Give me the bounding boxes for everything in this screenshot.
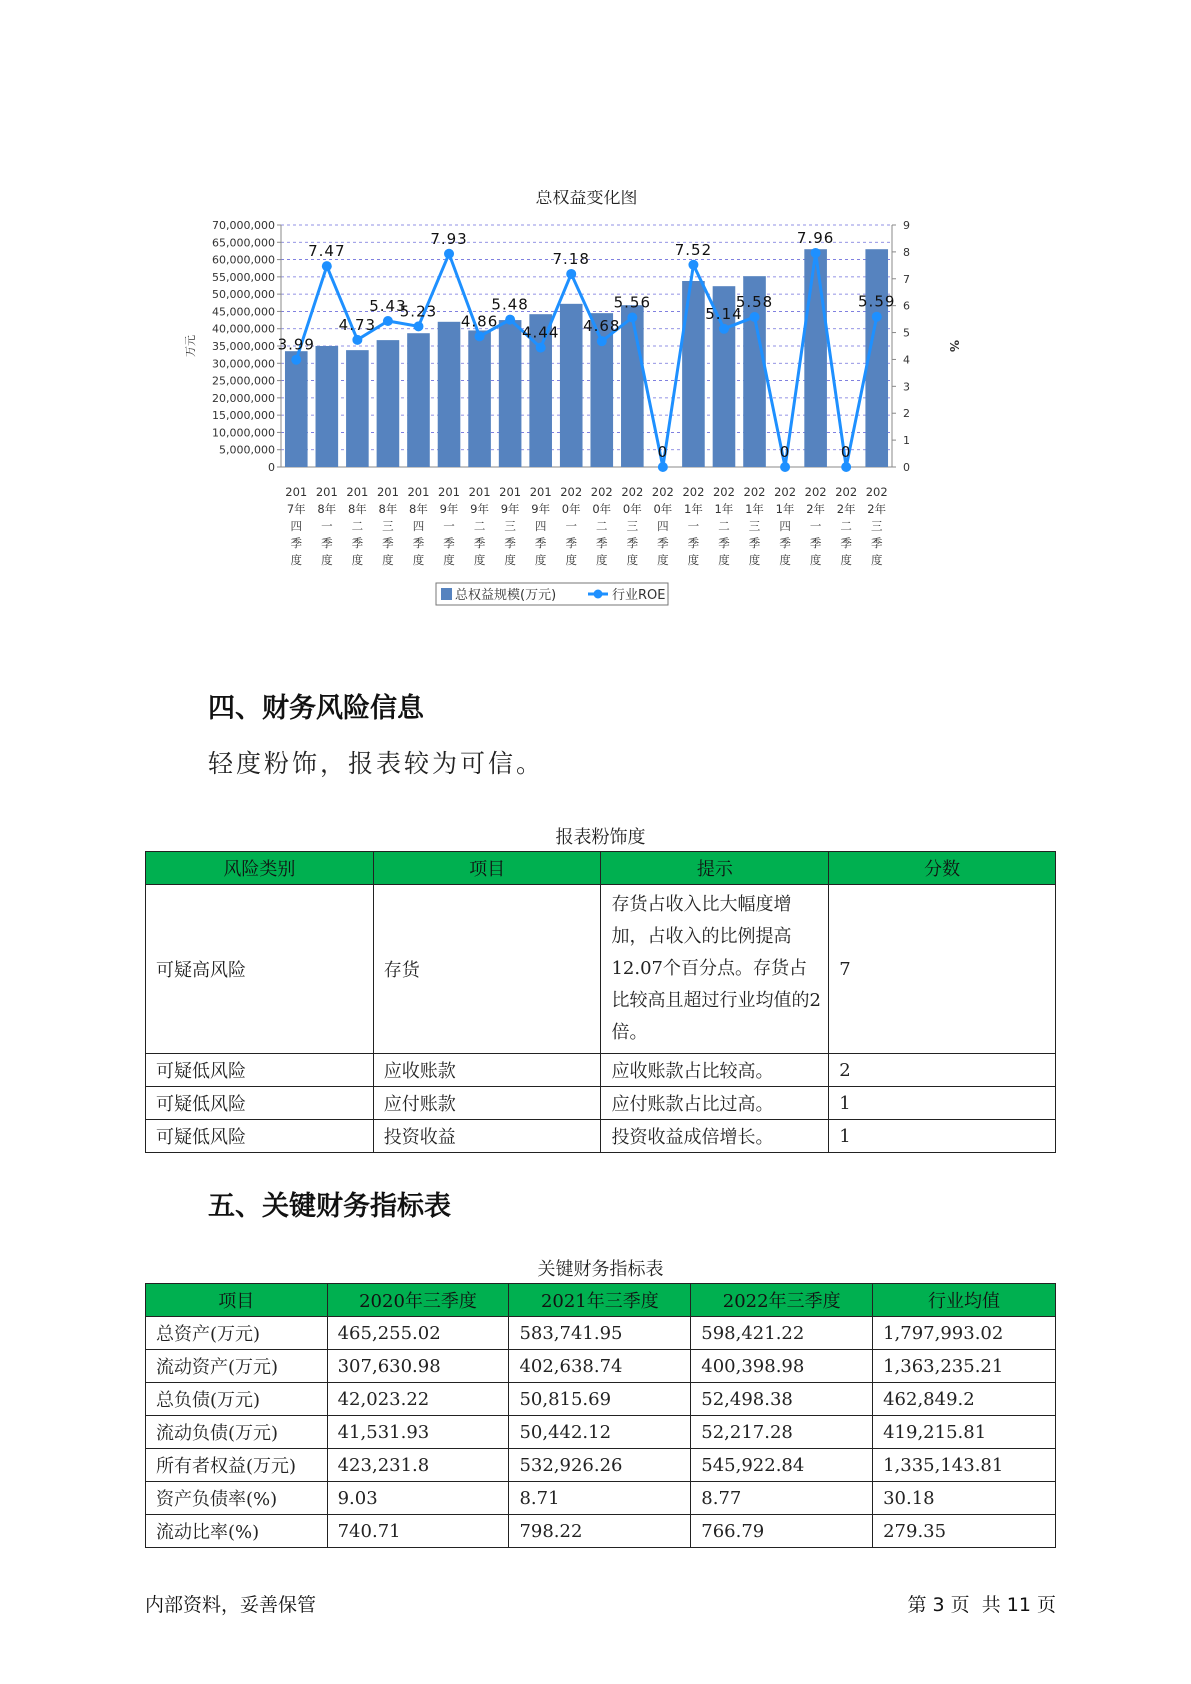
kpi-header-2022q3: 2022年三季度 <box>691 1284 873 1317</box>
bar <box>468 330 491 467</box>
x-tick-label: 一 <box>321 519 333 533</box>
x-tick-label: 201 <box>529 485 552 499</box>
x-tick-label: 2年 <box>806 502 826 516</box>
kpi-value: 8.77 <box>691 1482 873 1515</box>
x-tick-label: 202 <box>590 485 613 499</box>
x-tick-label: 度 <box>473 553 486 567</box>
x-tick-label: 201 <box>499 485 522 499</box>
x-tick-label: 四 <box>290 519 303 533</box>
roe-point <box>444 249 454 259</box>
kpi-value: 1,363,235.21 <box>873 1350 1056 1383</box>
kpi-header-item: 项目 <box>146 1284 328 1317</box>
kpi-value: 423,231.8 <box>327 1449 509 1482</box>
x-tick-label: 季 <box>504 536 516 550</box>
footer-confidential: 内部资料，妥善保管 <box>145 1594 317 1616</box>
x-tick-label: 9年 <box>531 502 551 516</box>
x-tick-label: 度 <box>809 553 822 567</box>
kpi-header-2021q3: 2021年三季度 <box>509 1284 691 1317</box>
x-tick-label: 202 <box>651 485 674 499</box>
roe-data-label: 5.58 <box>735 292 774 311</box>
section4-summary: 轻度粉饰，报表较为可信。 <box>208 749 545 778</box>
chart-title: 总权益变化图 <box>535 190 638 208</box>
x-tick-label: 1年 <box>775 502 795 516</box>
x-tick-label: 2年 <box>867 502 887 516</box>
x-tick-label: 季 <box>687 536 700 550</box>
y-tick-label: 60,000,000 <box>212 253 275 267</box>
y-tick-label: 65,000,000 <box>212 236 275 250</box>
risk-score: 1 <box>829 1087 1056 1120</box>
x-tick-label: 二 <box>718 519 730 533</box>
x-tick-label: 7年 <box>286 502 306 516</box>
roe-data-label: 4.68 <box>583 317 621 336</box>
x-tick-label: 度 <box>748 553 761 567</box>
x-tick-label: 1年 <box>714 502 734 516</box>
x-tick-label: 四 <box>657 519 669 533</box>
roe-data-label: 5.43 <box>369 296 407 315</box>
x-tick-label: 季 <box>321 536 333 550</box>
table-row <box>146 1449 1056 1482</box>
y-tick-label: 10,000,000 <box>212 426 275 440</box>
section4-title: 四、财务风险信息 <box>208 693 424 724</box>
x-tick-label: 度 <box>412 553 425 567</box>
x-tick-label: 季 <box>351 536 364 550</box>
x-tick-label: 9年 <box>439 502 459 516</box>
roe-data-label: 0 <box>657 443 669 461</box>
x-tick-label: 度 <box>840 553 852 567</box>
x-tick-label: 一 <box>809 519 822 533</box>
x-tick-label: 二 <box>840 519 852 533</box>
risk-header-item: 项目 <box>373 852 601 885</box>
roe-data-label: 5.23 <box>399 302 438 321</box>
kpi-value: 307,630.98 <box>327 1350 509 1383</box>
table-row <box>146 1120 1056 1153</box>
roe-data-label: 5.14 <box>705 304 743 323</box>
roe-point <box>688 260 698 270</box>
kpi-value: 419,215.81 <box>873 1416 1056 1449</box>
risk-category: 可疑低风险 <box>146 1054 374 1087</box>
kpi-value: 52,217.28 <box>691 1416 873 1449</box>
risk-table-header-row <box>146 852 1056 885</box>
y2-tick-label: 5 <box>903 326 910 340</box>
roe-point <box>322 261 332 271</box>
x-tick-label: 度 <box>290 553 303 567</box>
roe-data-label: 7.96 <box>796 228 835 247</box>
x-tick-label: 0年 <box>622 502 642 516</box>
y-tick-label: 40,000,000 <box>212 322 275 336</box>
x-tick-label: 四 <box>779 519 791 533</box>
table-row <box>146 1482 1056 1515</box>
bar <box>346 350 369 467</box>
x-tick-label: 度 <box>718 553 730 567</box>
kpi-value: 400,398.98 <box>691 1350 873 1383</box>
legend-line-label: 行业ROE <box>612 588 666 603</box>
x-tick-label: 度 <box>779 553 791 567</box>
x-tick-label: 三 <box>870 519 883 533</box>
y-tick-label: 35,000,000 <box>212 340 275 353</box>
x-tick-label: 度 <box>443 553 455 567</box>
x-tick-label: 度 <box>504 553 516 567</box>
kpi-value: 42,023.22 <box>327 1383 509 1416</box>
roe-point <box>291 355 301 365</box>
roe-data-label: 0 <box>840 443 852 461</box>
x-tick-label: 度 <box>382 553 394 567</box>
kpi-item: 所有者权益(万元) <box>146 1449 328 1482</box>
x-tick-label: 季 <box>443 536 455 550</box>
x-tick-label: 202 <box>835 485 858 499</box>
kpi-value: 8.71 <box>509 1482 691 1515</box>
bar <box>804 249 827 467</box>
kpi-value: 545,922.84 <box>691 1449 873 1482</box>
x-tick-label: 202 <box>865 485 888 499</box>
kpi-value: 9.03 <box>327 1482 509 1515</box>
y-tick-label: 15,000,000 <box>212 409 275 423</box>
risk-category: 可疑低风险 <box>146 1120 374 1153</box>
kpi-value: 1,335,143.81 <box>873 1449 1056 1482</box>
legend-line-marker <box>594 590 603 599</box>
bar <box>438 322 461 467</box>
x-tick-label: 202 <box>560 485 583 499</box>
y2-tick-label: 6 <box>903 299 910 313</box>
y2-tick-label: 2 <box>903 407 910 421</box>
y-tick-label: 5,000,000 <box>219 443 275 457</box>
y-tick-label: 55,000,000 <box>212 270 275 284</box>
x-tick-label: 三 <box>382 519 394 533</box>
x-tick-label: 三 <box>504 519 516 533</box>
table-row <box>146 1054 1056 1087</box>
y-tick-label: 25,000,000 <box>212 374 275 388</box>
roe-point <box>597 336 607 346</box>
legend-bar-swatch <box>441 588 452 600</box>
roe-data-label: 0 <box>779 443 791 461</box>
y-axis-label: 万元 <box>184 335 197 357</box>
roe-point <box>872 312 882 322</box>
footer-page-number: 第 3 页 共 11 页 <box>907 1594 1056 1616</box>
x-tick-label: 202 <box>804 485 827 499</box>
risk-item: 应收账款 <box>373 1054 601 1087</box>
roe-data-label: 3.99 <box>277 335 315 354</box>
kpi-item: 总资产(万元) <box>146 1317 328 1350</box>
x-tick-label: 四 <box>534 519 547 533</box>
kpi-item: 流动比率(%) <box>146 1515 328 1548</box>
risk-hint: 应付账款占比过高。 <box>601 1087 829 1120</box>
kpi-item: 总负债(万元) <box>146 1383 328 1416</box>
kpi-value: 462,849.2 <box>873 1383 1056 1416</box>
x-tick-label: 季 <box>412 536 425 550</box>
kpi-value: 30.18 <box>873 1482 1056 1515</box>
x-tick-label: 一 <box>443 519 455 533</box>
x-tick-label: 季 <box>565 536 577 550</box>
table-row <box>146 1087 1056 1120</box>
kpi-header-industry-avg: 行业均值 <box>873 1284 1056 1317</box>
x-tick-label: 季 <box>290 536 303 550</box>
y2-tick-label: 4 <box>903 353 910 367</box>
risk-score: 7 <box>829 885 1056 1054</box>
risk-category: 可疑低风险 <box>146 1087 374 1120</box>
kpi-item: 流动负债(万元) <box>146 1416 328 1449</box>
y2-tick-label: 3 <box>903 380 910 394</box>
table-row <box>146 1515 1056 1548</box>
kpi-value: 465,255.02 <box>327 1317 509 1350</box>
x-tick-label: 度 <box>687 553 700 567</box>
y2-axis-label: % <box>947 339 961 353</box>
risk-category: 可疑高风险 <box>146 885 374 1054</box>
y-tick-label: 70,000,000 <box>212 219 275 232</box>
x-tick-label: 2年 <box>836 502 856 516</box>
risk-item: 投资收益 <box>373 1120 601 1153</box>
kpi-item: 资产负债率(%) <box>146 1482 328 1515</box>
roe-point <box>627 312 637 322</box>
risk-table-caption: 报表粉饰度 <box>555 827 646 848</box>
equity-chart-svg <box>180 190 970 665</box>
kpi-value: 798.22 <box>509 1515 691 1548</box>
risk-hint: 应收账款占比较高。 <box>601 1054 829 1087</box>
y-tick-label: 30,000,000 <box>212 357 275 371</box>
x-tick-label: 201 <box>468 485 491 499</box>
x-tick-label: 202 <box>621 485 644 499</box>
x-tick-label: 季 <box>718 536 730 550</box>
x-tick-label: 季 <box>473 536 486 550</box>
kpi-value: 583,741.95 <box>509 1317 691 1350</box>
x-tick-label: 度 <box>596 553 608 567</box>
kpi-value: 598,421.22 <box>691 1317 873 1350</box>
bar <box>316 346 339 467</box>
kpi-value: 402,638.74 <box>509 1350 691 1383</box>
roe-point <box>658 462 668 472</box>
table-row <box>146 1383 1056 1416</box>
legend-bar-label: 总权益规模(万元) <box>455 588 557 603</box>
x-tick-label: 0年 <box>561 502 581 516</box>
kpi-value: 41,531.93 <box>327 1416 509 1449</box>
bar <box>499 320 522 467</box>
x-tick-label: 二 <box>351 519 364 533</box>
y2-tick-label: 0 <box>903 461 910 474</box>
x-tick-label: 度 <box>657 553 669 567</box>
roe-point <box>352 335 362 345</box>
bar <box>621 305 644 467</box>
kpi-item: 流动资产(万元) <box>146 1350 328 1383</box>
x-tick-label: 201 <box>438 485 461 499</box>
roe-point <box>566 269 576 279</box>
y2-tick-label: 1 <box>903 434 910 448</box>
bar <box>560 304 583 467</box>
roe-data-label: 7.93 <box>430 229 468 248</box>
bar <box>407 333 430 467</box>
risk-header-hint: 提示 <box>601 852 829 885</box>
x-tick-label: 202 <box>682 485 705 499</box>
risk-header-score: 分数 <box>829 852 1056 885</box>
kpi-table-caption: 关键财务指标表 <box>537 1259 664 1280</box>
risk-item: 应付账款 <box>373 1087 601 1120</box>
x-tick-label: 四 <box>412 519 425 533</box>
x-tick-label: 8年 <box>378 502 398 516</box>
x-tick-label: 8年 <box>347 502 367 516</box>
x-tick-label: 9年 <box>500 502 520 516</box>
kpi-value: 279.35 <box>873 1515 1056 1548</box>
roe-point <box>383 316 393 326</box>
roe-point <box>750 312 760 322</box>
kpi-value: 50,442.12 <box>509 1416 691 1449</box>
x-tick-label: 季 <box>596 536 608 550</box>
x-tick-label: 度 <box>870 553 883 567</box>
x-tick-label: 9年 <box>470 502 489 516</box>
x-tick-label: 季 <box>657 536 669 550</box>
x-tick-label: 度 <box>565 553 577 567</box>
x-tick-label: 二 <box>596 519 608 533</box>
roe-point <box>811 248 821 258</box>
roe-data-label: 7.47 <box>308 242 346 261</box>
x-tick-label: 度 <box>321 553 333 567</box>
x-tick-label: 二 <box>473 519 486 533</box>
x-tick-label: 202 <box>774 485 797 499</box>
x-tick-label: 0年 <box>653 502 673 516</box>
roe-data-label: 7.52 <box>674 240 713 259</box>
y2-tick-label: 8 <box>903 245 910 259</box>
risk-hint: 投资收益成倍增长。 <box>601 1120 829 1153</box>
kpi-value: 1,797,993.02 <box>873 1317 1056 1350</box>
roe-data-label: 4.44 <box>521 323 560 342</box>
risk-header-category: 风险类别 <box>146 852 374 885</box>
bar <box>377 340 400 467</box>
table-row <box>146 1350 1056 1383</box>
x-tick-label: 202 <box>743 485 766 499</box>
roe-data-label: 5.59 <box>858 292 896 311</box>
roe-data-label: 7.18 <box>552 249 590 268</box>
roe-data-label: 4.73 <box>338 315 377 334</box>
roe-point <box>780 462 790 472</box>
x-tick-label: 季 <box>748 536 761 550</box>
section5-title: 五、关键财务指标表 <box>208 1191 451 1222</box>
x-tick-label: 度 <box>351 553 364 567</box>
kpi-header-2020q3: 2020年三季度 <box>327 1284 509 1317</box>
x-tick-label: 三 <box>626 519 639 533</box>
x-tick-label: 1年 <box>745 502 764 516</box>
x-tick-label: 度 <box>534 553 547 567</box>
y2-tick-label: 9 <box>903 219 910 232</box>
x-tick-label: 季 <box>534 536 547 550</box>
x-tick-label: 季 <box>779 536 791 550</box>
table-row <box>146 885 1056 1054</box>
roe-data-label: 4.86 <box>460 312 499 331</box>
x-tick-label: 度 <box>626 553 639 567</box>
x-tick-label: 一 <box>565 519 577 533</box>
x-tick-label: 季 <box>870 536 883 550</box>
x-tick-label: 季 <box>382 536 394 550</box>
table-row <box>146 1416 1056 1449</box>
risk-table <box>145 851 1056 1153</box>
y2-tick-label: 7 <box>903 272 910 286</box>
x-tick-label: 一 <box>687 519 700 533</box>
kpi-value: 766.79 <box>691 1515 873 1548</box>
x-tick-label: 201 <box>376 485 399 499</box>
kpi-table-header-row <box>146 1284 1056 1317</box>
roe-data-label: 5.56 <box>613 293 652 312</box>
roe-point <box>505 315 515 325</box>
x-tick-label: 8年 <box>409 502 428 516</box>
y-tick-label: 0 <box>268 461 275 474</box>
equity-chart <box>180 190 970 665</box>
x-tick-label: 201 <box>407 485 430 499</box>
x-tick-label: 201 <box>346 485 369 499</box>
kpi-value: 50,815.69 <box>509 1383 691 1416</box>
roe-data-label: 5.48 <box>491 295 529 314</box>
x-tick-label: 201 <box>285 485 308 499</box>
risk-score: 1 <box>829 1120 1056 1153</box>
risk-item: 存货 <box>373 885 601 1054</box>
roe-point <box>536 343 546 353</box>
table-row <box>146 1317 1056 1350</box>
y-tick-label: 20,000,000 <box>212 391 275 405</box>
y-tick-label: 45,000,000 <box>212 305 275 319</box>
x-tick-label: 8年 <box>317 502 337 516</box>
kpi-value: 532,926.26 <box>509 1449 691 1482</box>
x-tick-label: 202 <box>712 485 735 499</box>
risk-hint: 存货占收入比大幅度增加，占收入的比例提高12.07个百分点。存货占比较高且超过行业均值的2倍。 <box>601 885 829 1054</box>
roe-point <box>841 462 851 472</box>
roe-point <box>413 321 423 331</box>
risk-score: 2 <box>829 1054 1056 1087</box>
x-tick-label: 0年 <box>592 502 612 516</box>
roe-point <box>719 324 729 334</box>
y-tick-label: 50,000,000 <box>212 288 275 302</box>
x-tick-label: 201 <box>315 485 338 499</box>
x-tick-label: 三 <box>748 519 761 533</box>
x-tick-label: 季 <box>840 536 852 550</box>
bar <box>285 351 308 467</box>
kpi-value: 740.71 <box>327 1515 509 1548</box>
x-tick-label: 季 <box>809 536 822 550</box>
kpi-table <box>145 1283 1056 1548</box>
kpi-value: 52,498.38 <box>691 1383 873 1416</box>
x-tick-label: 季 <box>626 536 639 550</box>
x-tick-label: 1年 <box>684 502 703 516</box>
roe-point <box>475 331 485 341</box>
